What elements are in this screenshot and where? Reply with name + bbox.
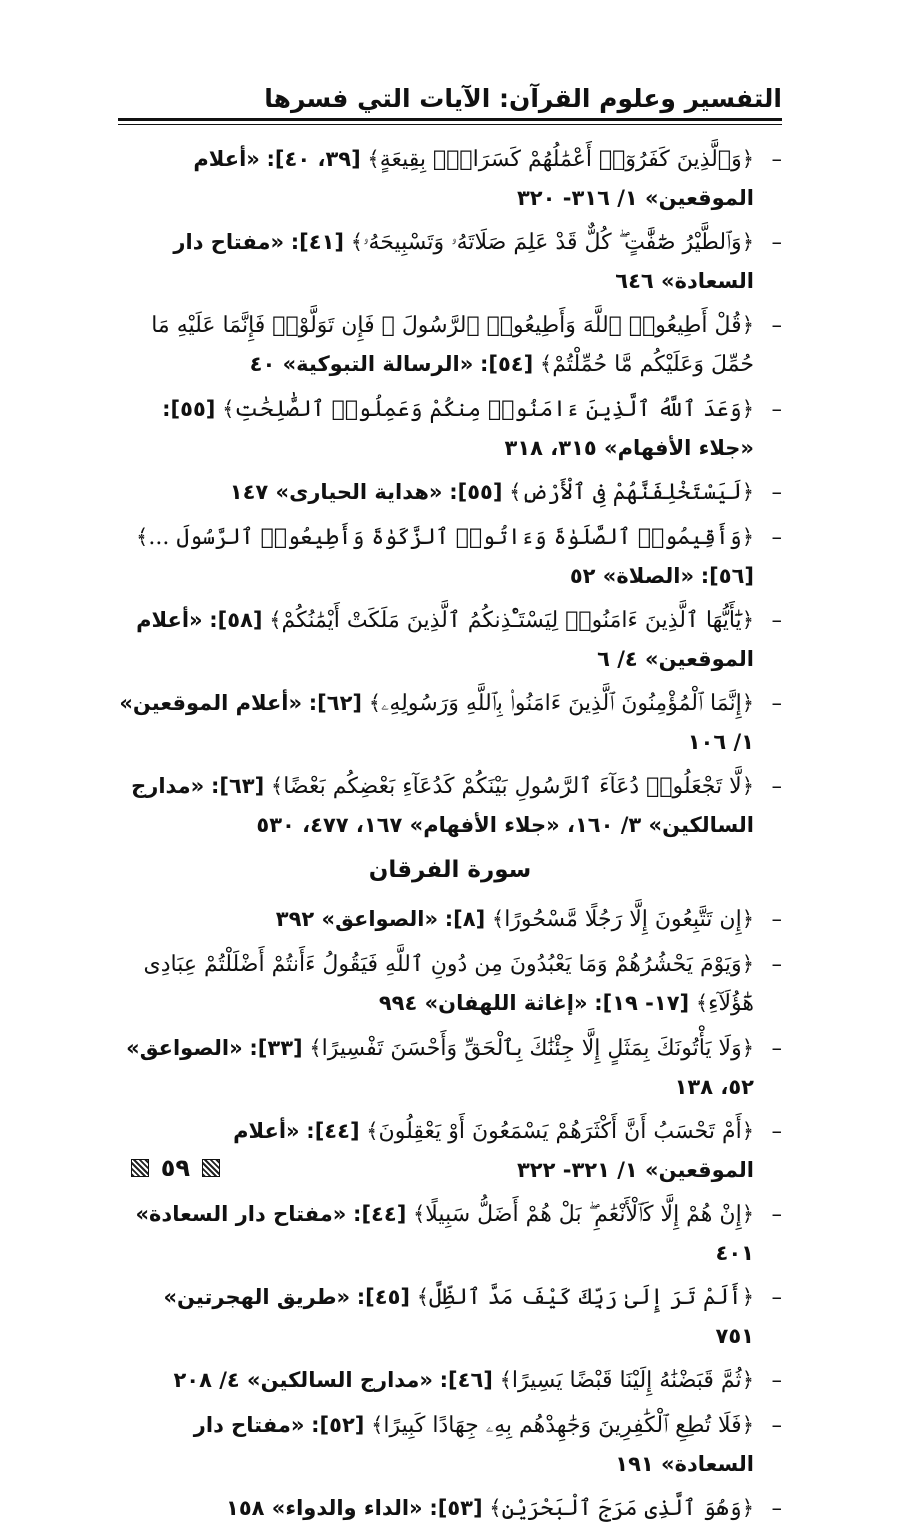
header-rule-thick (118, 118, 782, 121)
bullet-dash: – (771, 230, 782, 254)
source-citation: «إغاثة اللهفان» ٩٩٤ (378, 991, 588, 1015)
entry-text (118, 223, 754, 300)
verse-text: إِن تَتَّبِعُونَ إِلَّا رَجُلًا مَّسْحُورًا (504, 907, 742, 932)
entry-text (118, 900, 754, 939)
bullet-dash: – (771, 480, 782, 504)
ornate-bracket-close: ﴾ (309, 1036, 322, 1060)
entry-text (118, 684, 754, 761)
verse-text: إِنْ هُمْ إِلَّا كَٱلْأَنْعَٰمِ ۖ بَلْ هُمْ أَضَلُّ سَبِيلًا (425, 1202, 742, 1227)
entry-text (118, 1029, 754, 1106)
ornate-bracket-close: ﴾ (489, 1496, 502, 1520)
entries-list (118, 140, 782, 1534)
verse-text: إِنَّمَا ٱلْمُؤْمِنُونَ ٱلَّذِينَ ءَامَنُوا۟ بِٱللَّهِ وَرَسُولِهِۦ (381, 691, 742, 716)
ornate-bracket-close: ﴾ (509, 480, 522, 504)
bullet-dash: – (771, 313, 782, 337)
verse-reference: [١٧- ١٩]: (594, 991, 690, 1015)
bullet-dash: – (771, 1119, 782, 1143)
source-citation: «أعلام الموقعين» ١/ ٣٢١- ٣٢٢ (233, 1119, 754, 1182)
entry-text (118, 1195, 754, 1272)
ornate-bracket-open: ﴿ (741, 774, 754, 798)
verse-reference: [٦٢]: (308, 691, 362, 715)
list-item (118, 306, 782, 384)
page-number: ٥٩ (160, 1154, 190, 1182)
source-citation: «مفتاح دار السعادة» ٦٤٦ (173, 230, 754, 293)
ornate-bracket-open: ﴿ (741, 952, 754, 976)
verse-text: لَّا تَجْعَلُوا۟ دُعَآءَ ٱلرَّسُولِ بَيْنَكُمْ كَدُعَآءِ بَعْضِكُم بَعْضًا (283, 774, 742, 799)
verse-reference: [٥٥]: (449, 480, 503, 504)
list-item (118, 140, 782, 217)
source-citation: «أعلام الموقعين» ١/ ١٠٦ (119, 691, 754, 754)
list-item (118, 1489, 782, 1528)
bullet-dash: – (771, 1413, 782, 1437)
ornate-bracket-close: ﴾ (136, 525, 149, 549)
list-item (118, 900, 782, 939)
source-citation: «هداية الحيارى» ١٤٧ (229, 480, 443, 504)
ornate-bracket-close: ﴾ (371, 1413, 384, 1437)
ornament-square-icon (202, 1159, 220, 1177)
verse-text: وَلَا يَأْتُونَكَ بِمَثَلٍ إِلَّا جِئْنَٰكَ بِٱلْحَقِّ وَأَحْسَنَ تَفْسِيرًا (321, 1036, 742, 1061)
verse-text: لَيَسْتَخْلِفَنَّهُمْ فِى ٱلْأَرْضِ (521, 480, 742, 505)
list-item (118, 1361, 782, 1400)
source-citation: «مدارج السالكين» ٣/ ١٦٠، «جلاء الأفهام» ١٦٧، ٤٧٧، ٥٣٠ (131, 774, 754, 837)
source-citation: «الصواعق» ٣٩٢ (275, 907, 439, 931)
list-item (118, 1406, 782, 1483)
ornate-bracket-close: ﴾ (695, 991, 709, 1015)
verse-text: أَمْ تَحْسَبُ أَنَّ أَكْثَرَهُمْ يَسْمَعُونَ أَوْ يَعْقِلُونَ (378, 1119, 742, 1144)
list-item (118, 1195, 782, 1272)
list-item (118, 1029, 782, 1106)
verse-reference: [٤٥]: (356, 1285, 411, 1309)
ornate-bracket-close: ﴾ (412, 1202, 426, 1226)
bullet-dash: – (771, 952, 782, 976)
verse-text: فَلَا تُطِعِ ٱلْكَٰفِرِينَ وَجَٰهِدْهُم بِهِۦ جِهَادًا كَبِيرًا (383, 1413, 742, 1438)
ornate-bracket-close: ﴾ (539, 352, 553, 376)
verse-text: وَأَقِيمُوا۟ ٱلصَّلَوٰةَ وَءَاتُوا۟ ٱلزَّكَوٰةَ وَأَطِيعُوا۟ ٱلرَّسُولَ ... (148, 525, 742, 550)
verse-reference: [٤١]: (290, 230, 344, 254)
list-item (118, 473, 782, 512)
ornate-bracket-open: ﴿ (741, 313, 754, 337)
entry-text (118, 1361, 754, 1400)
verse-text: قُلْ أَطِيعُوا۟ ٱللَّهَ وَأَطِيعُوا۟ ٱلرَّسُولَ ۖ فَإِن تَوَلَّوْا۟ فَإِنَّمَا عَلَيْهِ مَا حُمِّلَ وَعَلَيْكُم مَّا حُمِّلْتُمْ (151, 313, 754, 377)
verse-text: ثُمَّ قَبَضْنَٰهُ إِلَيْنَا قَبْضًا يَسِيرًا (511, 1368, 742, 1393)
entry-text (118, 1406, 754, 1483)
entry-text (118, 1278, 754, 1355)
source-citation: «أعلام الموقعين» ٤/ ٦ (136, 608, 754, 671)
bullet-dash: – (771, 608, 782, 632)
ornate-bracket-close: ﴾ (350, 230, 363, 254)
list-item (118, 767, 782, 844)
ornate-bracket-open: ﴿ (741, 525, 754, 549)
source-citation: «أعلام الموقعين» ١/ ٣١٦- ٣٢٠ (193, 147, 754, 210)
ornate-bracket-open: ﴿ (741, 1413, 754, 1437)
ornate-bracket-close: ﴾ (416, 1285, 430, 1309)
ornate-bracket-open: ﴿ (741, 397, 754, 421)
entry-text (118, 945, 754, 1023)
verse-text: وَهُوَ ٱلَّذِى مَرَجَ ٱلْبَحْرَيْنِ (501, 1496, 742, 1521)
source-citation: «الرسالة التبوكية» ٤٠ (249, 352, 474, 376)
entry-text (118, 473, 754, 512)
bullet-dash: – (771, 691, 782, 715)
source-citation: «مدارج السالكين» ٤/ ٢٠٨ (173, 1368, 433, 1392)
entries-group-before (118, 140, 782, 844)
verse-text: وَيَوْمَ يَحْشُرُهُمْ وَمَا يَعْبُدُونَ مِن دُونِ ٱللَّهِ فَيَقُولُ ءَأَنتُمْ أَضْلَلْتُمْ عِبَادِى هَٰٓؤُلَآءِ (143, 952, 754, 1016)
ornate-bracket-open: ﴿ (741, 1119, 754, 1143)
bullet-dash: – (771, 525, 782, 549)
ornate-bracket-close: ﴾ (222, 397, 235, 421)
verse-reference: [٣٣]: (249, 1036, 303, 1060)
source-citation: «الداء والدواء» ١٥٨ (226, 1496, 423, 1520)
running-header-title: التفسير وعلوم القرآن: الآيات التي فسرها (264, 84, 782, 113)
ornate-bracket-close: ﴾ (499, 1368, 512, 1392)
list-item (118, 223, 782, 300)
verse-reference: [٣٩، ٤٠]: (266, 147, 361, 171)
list-item (118, 1278, 782, 1355)
list-item (118, 945, 782, 1023)
bullet-dash: – (771, 907, 782, 931)
entry-text (118, 140, 754, 217)
verse-reference: [٦٣]: (210, 774, 265, 798)
verse-text: يَٰٓأَيُّهَا ٱلَّذِينَ ءَامَنُوا۟ لِيَسْتَـْٔذِنكُمُ ٱلَّذِينَ مَلَكَتْ أَيْمَٰنُكُمْ (281, 608, 742, 633)
verse-reference: [٥٥]: (162, 397, 216, 421)
verse-reference: [٥٨]: (209, 608, 263, 632)
entry-text (118, 1489, 754, 1528)
verse-reference: [٤٦]: (439, 1368, 493, 1392)
source-citation: «الصواعق» ٥٢، ١٣٨ (126, 1036, 754, 1099)
ornate-bracket-open: ﴿ (741, 230, 754, 254)
header-rule-thin (118, 124, 782, 125)
ornate-bracket-open: ﴿ (741, 480, 754, 504)
ornate-bracket-close: ﴾ (367, 147, 380, 171)
verse-reference: [٥٦]: (700, 564, 754, 588)
ornate-bracket-open: ﴿ (741, 608, 754, 632)
verse-text: وَٱلَّذِينَ كَفَرُوٓا۟ أَعْمَٰلُهُمْ كَسَرَابٍۭ بِقِيعَةٍ (379, 147, 742, 172)
source-citation: «الصلاة» ٥٢ (569, 564, 695, 588)
source-citation: «جلاء الأفهام» ٣١٥، ٣١٨ (504, 436, 754, 460)
bullet-dash: – (771, 397, 782, 421)
ornate-bracket-open: ﴿ (741, 1496, 754, 1520)
verse-text: وَعَدَ ٱللَّهُ ٱلَّذِينَ ءَامَنُوا۟ مِنكُمْ وَعَمِلُوا۟ ٱلصَّٰلِحَٰتِ (234, 397, 742, 422)
bullet-dash: – (771, 1368, 782, 1392)
ornate-bracket-open: ﴿ (741, 1202, 754, 1226)
ornate-bracket-open: ﴿ (741, 1285, 754, 1309)
section-title: سورة الفرقان (368, 857, 532, 883)
entry-text (118, 518, 754, 595)
bullet-dash: – (771, 774, 782, 798)
bullet-dash: – (771, 1202, 782, 1226)
ornate-bracket-open: ﴿ (741, 147, 754, 171)
ornate-bracket-close: ﴾ (270, 774, 284, 798)
verse-reference: [٥٢]: (311, 1413, 365, 1437)
entry-text (118, 601, 754, 678)
ornament-square-icon (131, 1159, 149, 1177)
ornate-bracket-open: ﴿ (741, 907, 754, 931)
entries-group-after (118, 900, 782, 1528)
entry-text (118, 390, 754, 467)
ornate-bracket-close: ﴾ (491, 907, 505, 931)
bullet-dash: – (771, 1285, 782, 1309)
ornate-bracket-open: ﴿ (741, 1368, 754, 1392)
entry-text (118, 767, 754, 844)
ornate-bracket-close: ﴾ (366, 1119, 379, 1143)
ornate-bracket-close: ﴾ (368, 691, 381, 715)
verse-reference: [٥٤]: (479, 352, 534, 376)
list-item (118, 684, 782, 761)
ornate-bracket-open: ﴿ (741, 691, 754, 715)
bullet-dash: – (771, 1036, 782, 1060)
verse-text: أَلَمْ تَرَ إِلَىٰ رَبِّكَ كَيْفَ مَدَّ ٱلظِّلَّ (429, 1285, 742, 1310)
verse-reference: [٥٣]: (429, 1496, 483, 1520)
ornate-bracket-open: ﴿ (741, 1036, 754, 1060)
verse-reference: [٤٤]: (306, 1119, 360, 1143)
verse-reference: [٨]: (444, 907, 486, 931)
entry-text (118, 306, 754, 384)
page-footer (131, 1154, 220, 1182)
source-citation: «مفتاح دار السعادة» ١٩١ (193, 1413, 754, 1476)
list-item (118, 390, 782, 467)
source-citation: «مفتاح دار السعادة» ٤٠١ (135, 1202, 754, 1265)
verse-reference: [٤٤]: (353, 1202, 407, 1226)
ornate-bracket-close: ﴾ (269, 608, 282, 632)
verse-text: وَٱلطَّيْرُ صَٰٓفَّٰتٍ ۖ كُلٌّ قَدْ عَلِمَ صَلَاتَهُۥ وَتَسْبِيحَهُۥ (363, 230, 742, 255)
bullet-dash: – (771, 1496, 782, 1520)
source-citation: «طريق الهجرتين» ٧٥١ (163, 1285, 754, 1348)
list-item (118, 601, 782, 678)
list-item (118, 518, 782, 595)
bullet-dash: – (771, 147, 782, 171)
